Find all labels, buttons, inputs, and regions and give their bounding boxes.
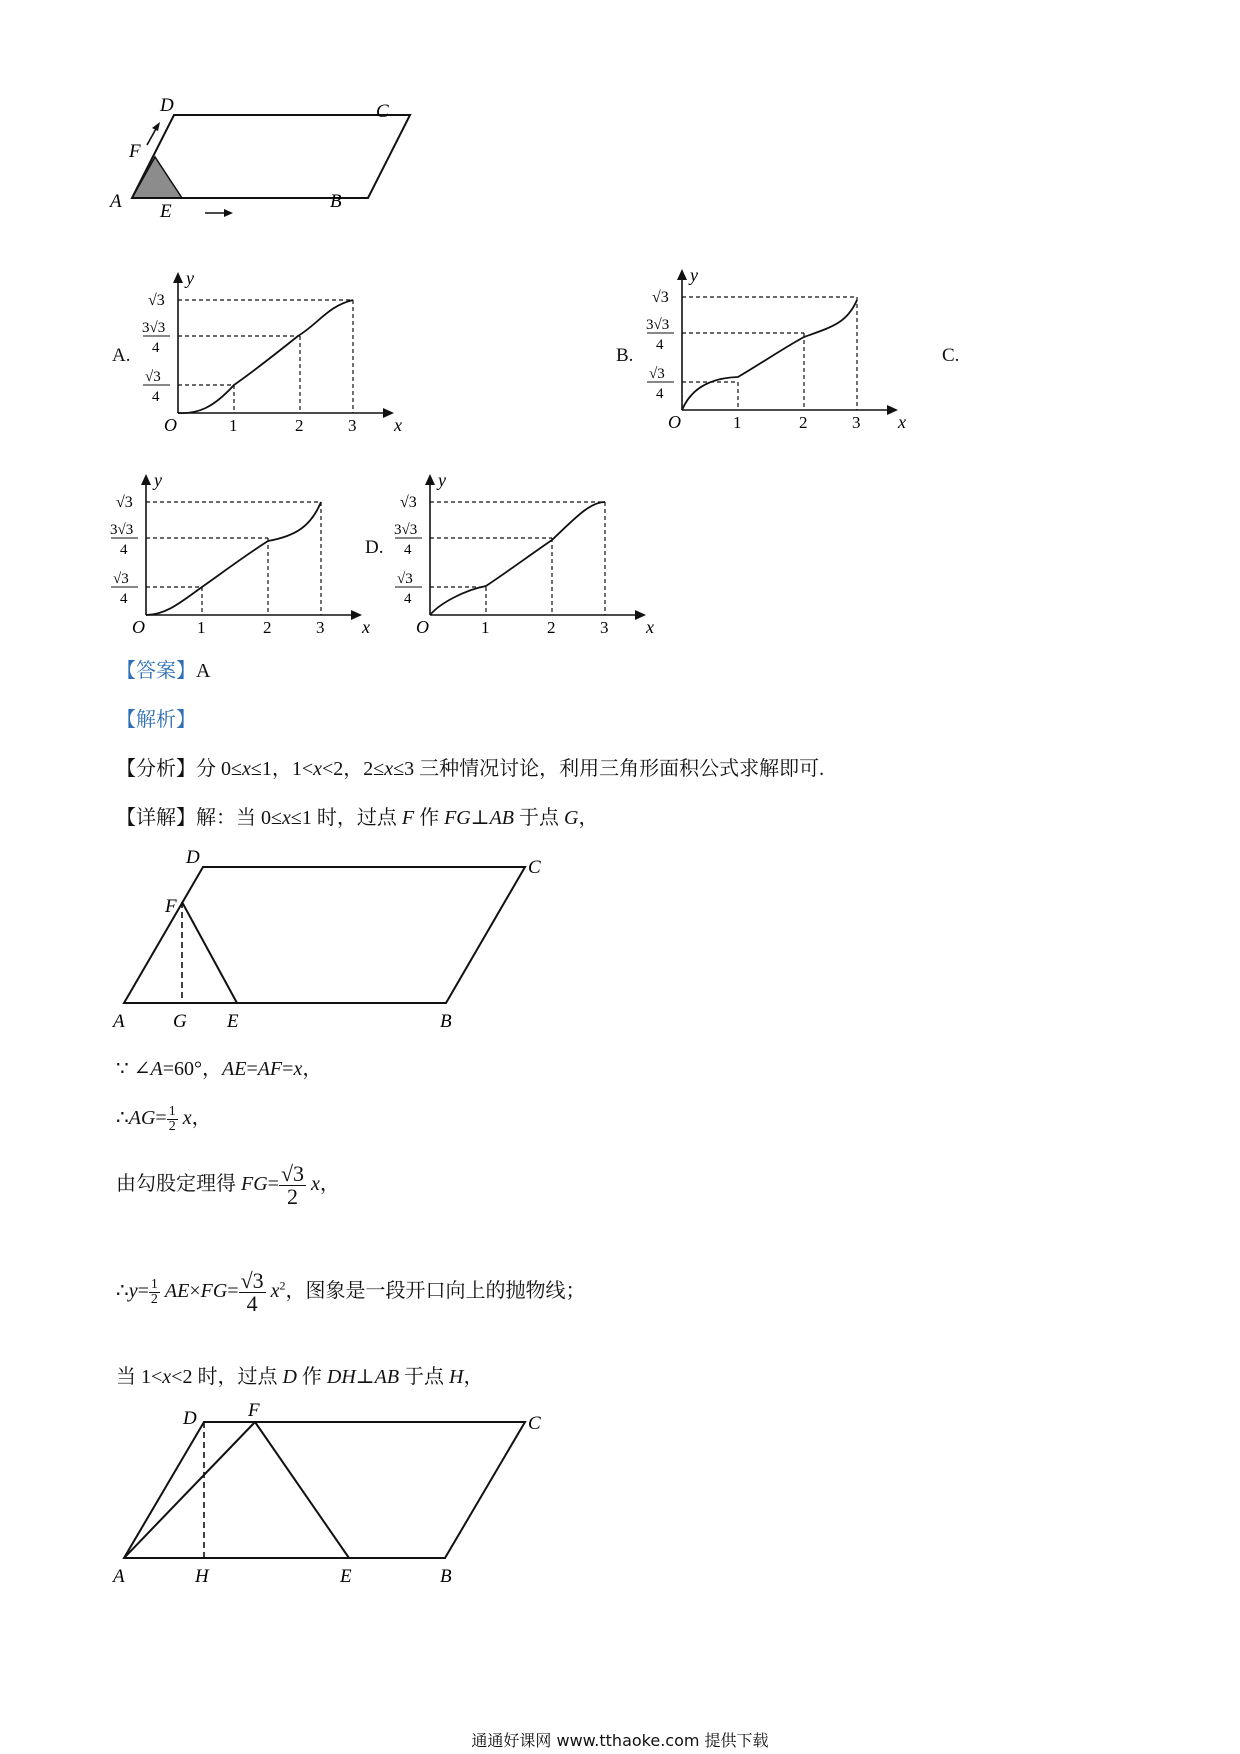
tick-x-1: 1 (197, 618, 206, 637)
fig2-label-C: C (528, 857, 541, 878)
x-axis-arrow-icon (383, 408, 394, 418)
fig3-label-D: D (183, 1408, 197, 1429)
fig3-label-E: E (340, 1566, 352, 1587)
fig2-label-B: B (440, 1011, 452, 1032)
tick-y-sqrt3-num: √3 (145, 369, 161, 385)
tick-x-2: 2 (547, 618, 556, 637)
tick-y-sqrt3: √3 (116, 494, 133, 511)
label-A: A (110, 191, 122, 212)
x-axis-arrow-icon (887, 405, 898, 415)
segment-fe-3 (255, 1422, 349, 1558)
tick-y-sqrt3-den: 4 (404, 591, 412, 607)
tick-y-sqrt3-num: √3 (113, 571, 129, 587)
x-axis-arrow-icon (351, 610, 362, 620)
axis-label-y: y (154, 470, 162, 490)
tick-y-sqrt3: √3 (400, 494, 417, 511)
tick-y-sqrt3: √3 (652, 289, 669, 306)
fig2-label-G: G (173, 1011, 187, 1032)
xiangjie-line: 【详解】解：当 0≤x≤1 时，过点 F 作 FG⊥AB 于点 G， (116, 807, 599, 829)
tick-y-sqrt3-den: 4 (152, 389, 160, 405)
fig2-label-A: A (113, 1011, 125, 1032)
tick-y-3sqrt3-num: 3√3 (394, 522, 418, 538)
axis-label-y: y (186, 268, 194, 288)
answer-value: A (196, 660, 211, 682)
analysis-label: 【解析】 (116, 709, 196, 731)
option-a-label: A. (112, 345, 131, 366)
tick-y-3sqrt3-den: 4 (656, 337, 664, 353)
tick-y-3sqrt3-den: 4 (404, 542, 412, 558)
origin-label: O (416, 617, 429, 637)
graph-option-c (96, 470, 376, 640)
tick-x-2: 2 (263, 618, 272, 637)
answer-label: 【答案】 (116, 660, 196, 682)
parallelogram-abcd-2 (124, 867, 525, 1003)
tick-x-2: 2 (295, 416, 304, 435)
fig3-label-B: B (440, 1566, 452, 1587)
arrow-right-head-icon (224, 209, 233, 217)
option-c-label: C. (942, 345, 960, 366)
graph-curve (146, 502, 321, 615)
tick-x-2: 2 (799, 413, 808, 432)
tick-y-sqrt3: √3 (148, 292, 165, 309)
tick-y-sqrt3-den: 4 (656, 386, 664, 402)
tick-y-sqrt3-num: √3 (649, 366, 665, 382)
tick-x-3: 3 (316, 618, 325, 637)
y-axis-arrow-icon (425, 474, 435, 485)
tick-y-sqrt3-num: √3 (397, 571, 413, 587)
fenxi-label: 【分析】 (116, 758, 196, 780)
option-d-label: D. (365, 537, 384, 558)
graph-curve (682, 300, 857, 410)
x-axis-arrow-icon (635, 610, 646, 620)
fig3-label-C: C (528, 1413, 541, 1434)
fig2-label-E: E (227, 1011, 239, 1032)
fenxi-line: 【分析】分 0≤x≤1，1<x<2，2≤x≤3 三种情况讨论，利用三角形面积公式求解即可. (116, 758, 825, 780)
fig2-label-D: D (186, 847, 200, 868)
axis-label-y: y (690, 265, 698, 285)
fraction-sqrt3-over-4: $\frac{√3}{4}$ (240, 1268, 264, 1316)
parallelogram-abcd-3 (124, 1422, 525, 1558)
fraction-one-half-2: $\frac{1}{2}$ (150, 1277, 158, 1307)
fig3-label-A: A (113, 1566, 125, 1587)
tick-x-3: 3 (600, 618, 609, 637)
step5-line: 当 1<x<2 时，过点 D 作 DH⊥AB 于点 H， (116, 1366, 484, 1388)
step4-line: ∴y= $\frac{1}{2}$ AE×FG= $\frac{√3}{4}$ $x^2$，图象是一段开口向上的抛物线； (116, 1268, 586, 1316)
step3-line: 由勾股定理得 FG= $\frac{√3}{2}$ x， (116, 1161, 340, 1209)
tick-y-3sqrt3-den: 4 (152, 340, 160, 356)
arrow-up-head-icon (152, 122, 160, 131)
analysis-line (116, 703, 196, 732)
y-axis-arrow-icon (141, 474, 151, 485)
fraction-one-half: $\frac{1}{2}$ (168, 1103, 176, 1134)
label-F: F (129, 141, 141, 162)
label-C: C (376, 101, 389, 122)
footer-text: 通通好课网 www.tthaoke.com 提供下载 (471, 1731, 769, 1750)
tick-x-3: 3 (852, 413, 861, 432)
label-B: B (330, 191, 342, 212)
shaded-triangle (132, 157, 182, 198)
tick-y-3sqrt3-num: 3√3 (142, 320, 166, 336)
segment-af (124, 1422, 255, 1558)
axis-label-y: y (438, 470, 446, 490)
graph-option-b (632, 265, 912, 435)
tick-y-3sqrt3-den: 4 (120, 542, 128, 558)
xiangjie-label: 【详解】 (116, 807, 196, 829)
fig3-label-F: F (248, 1400, 260, 1421)
tick-y-3sqrt3-num: 3√3 (110, 522, 134, 538)
tick-y-3sqrt3-num: 3√3 (646, 317, 670, 333)
graph-curve (430, 502, 605, 615)
axis-label-x: x (362, 617, 370, 637)
step1-line: ∵ ∠A=60°，AE=AF=x， (116, 1058, 323, 1080)
label-E: E (160, 201, 172, 222)
axis-label-x: x (646, 617, 654, 637)
tick-x-3: 3 (348, 416, 357, 435)
figure-parallelogram-2 (100, 840, 570, 1040)
axis-label-x: x (898, 412, 906, 432)
y-axis-arrow-icon (173, 272, 183, 283)
graph-option-d (380, 470, 660, 640)
option-b-label: B. (616, 345, 634, 366)
y-axis-arrow-icon (677, 269, 687, 280)
graph-option-a (128, 268, 408, 438)
step2-line: ∴AG= $\frac{1}{2}$ x， (116, 1103, 212, 1134)
fig3-label-H: H (195, 1566, 209, 1587)
figure-parallelogram-3 (100, 1396, 570, 1596)
tick-y-sqrt3-den: 4 (120, 591, 128, 607)
fig2-label-F: F (165, 896, 177, 917)
segment-fe (182, 902, 237, 1003)
origin-label: O (132, 617, 145, 637)
origin-label: O (668, 412, 681, 432)
figure-parallelogram-1 (100, 95, 440, 245)
fraction-sqrt3-over-2: $\frac{√3}{2}$ (280, 1161, 305, 1209)
answer-line (116, 654, 210, 683)
tick-x-1: 1 (733, 413, 742, 432)
label-D: D (160, 95, 174, 116)
origin-label: O (164, 415, 177, 435)
graph-curve (178, 300, 353, 413)
axis-label-x: x (394, 415, 402, 435)
tick-x-1: 1 (481, 618, 490, 637)
tick-x-1: 1 (229, 416, 238, 435)
